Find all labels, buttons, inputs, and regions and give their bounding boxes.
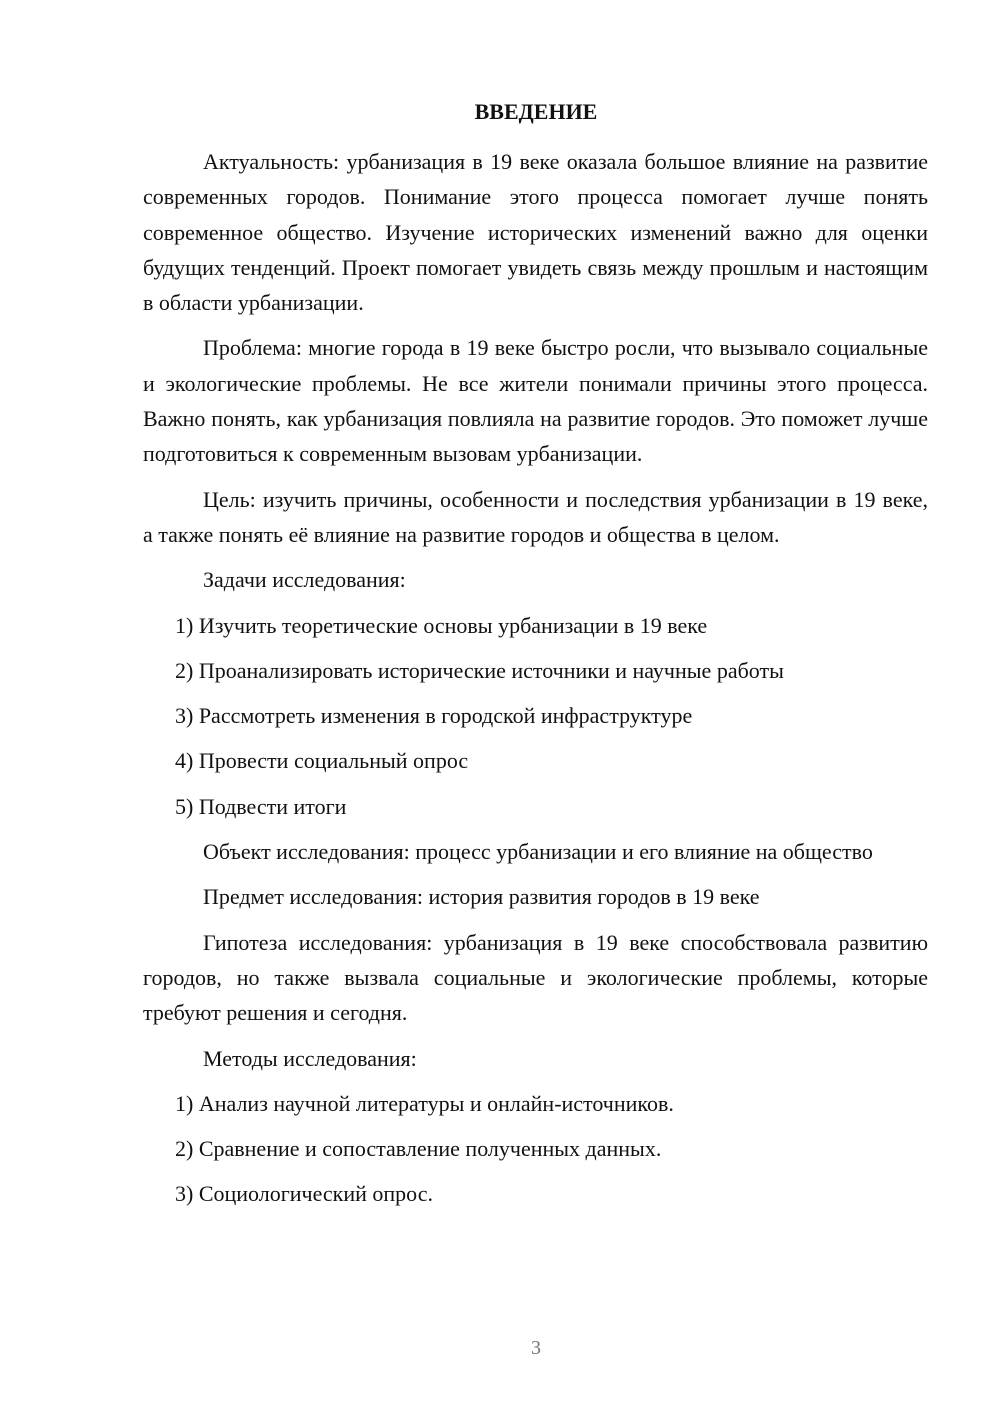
method-item: 3) Социологический опрос. xyxy=(175,1181,433,1207)
method-item: 1) Анализ научной литературы и онлайн-источников. xyxy=(175,1090,674,1116)
page-number: 3 xyxy=(531,1337,541,1359)
subject-paragraph: Предмет исследования: история развития городов в 19 веке xyxy=(203,884,760,910)
page-title: ВВЕДЕНИЕ xyxy=(474,99,598,124)
document-body xyxy=(143,144,928,1222)
task-item: 2) Проанализировать исторические источники и научные работы xyxy=(175,657,784,683)
methods-heading: Методы исследования: xyxy=(203,1045,417,1071)
problem-paragraph: Проблема: многие города в 19 веке быстро росли, что вызывало социальные и экологические проблемы. Не все жители понимали причины этого процесса. Важно понять, как урбанизация повлияла на развитие городов. Это поможет лучше подготовиться к современным вызовам урбанизации. xyxy=(143,335,928,467)
goal-paragraph: Цель: изучить причины, особенности и последствия урбанизации в 19 веке, а также понять её влияние на развитие городов и общества в целом. xyxy=(143,486,928,547)
task-item: 5) Подвести итоги xyxy=(175,793,347,819)
relevance-paragraph: Актуальность: урбанизация в 19 веке оказала большое влияние на развитие современных городов. Понимание этого процесса помогает лучше понять современное общество. Изучение исторических изменений важно для оценки будущих тенденций. Проект помогает увидеть связь между прошлым и настоящим в области урбанизации. xyxy=(143,149,928,316)
task-item: 3) Рассмотреть изменения в городской инфраструктуре xyxy=(175,703,693,729)
object-paragraph: Объект исследования: процесс урбанизации и его влияние на общество xyxy=(203,839,873,865)
hypothesis-paragraph: Гипотеза исследования: урбанизация в 19 веке способствовала развитию городов, но также вызвала социальные и экологические проблемы, которые требуют решения и сегодня. xyxy=(143,929,928,1026)
method-item: 2) Сравнение и сопоставление полученных данных. xyxy=(175,1136,662,1162)
tasks-heading: Задачи исследования: xyxy=(203,567,406,593)
task-item: 4) Провести социальный опрос xyxy=(175,748,469,774)
task-item: 1) Изучить теоретические основы урбанизации в 19 веке xyxy=(175,612,708,638)
